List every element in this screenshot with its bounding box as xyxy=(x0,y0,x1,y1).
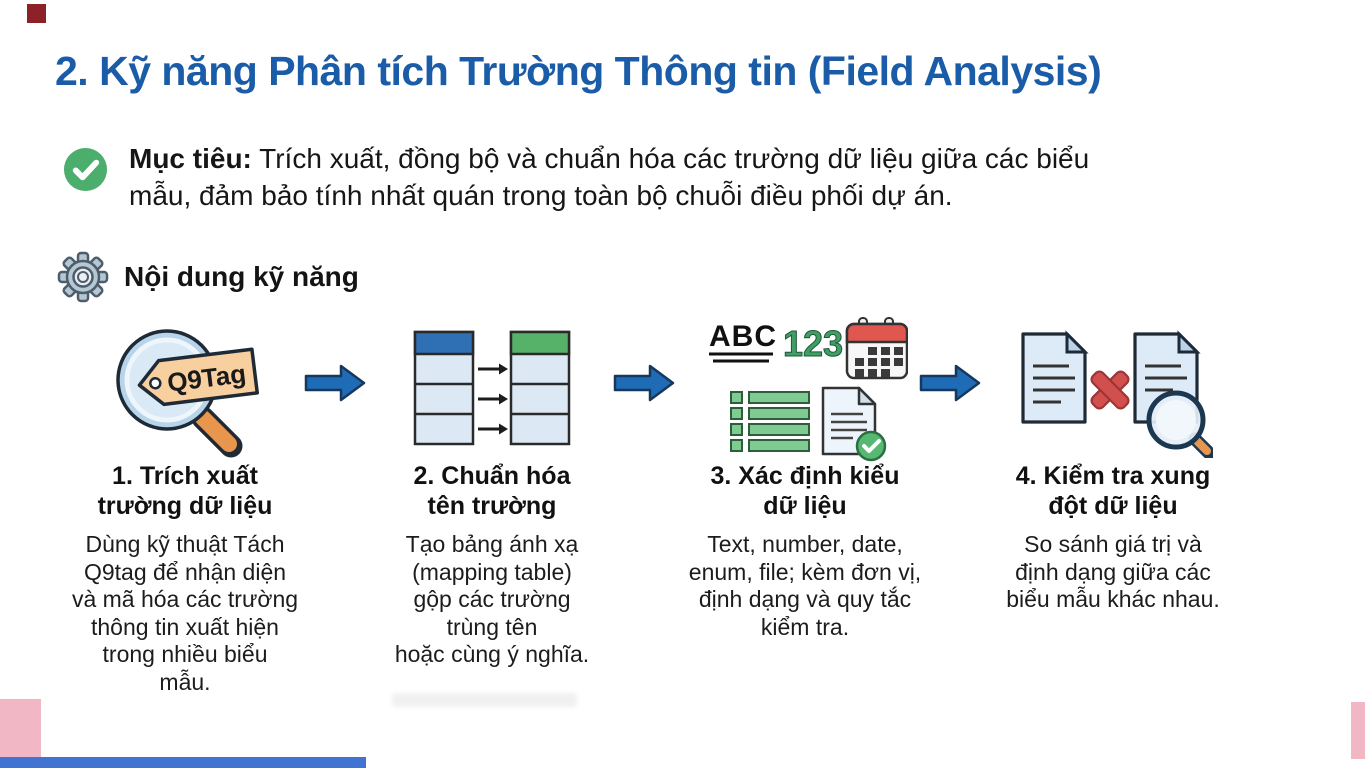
step-4 xyxy=(968,318,1258,614)
step-2-description: Tạo bảng ánh xạ (mapping table) gộp các trường trùng tên hoặc cùng ý nghĩa. xyxy=(394,531,590,668)
tag-label: Q9Tag xyxy=(165,358,248,398)
corner-mark-bottom-right xyxy=(1351,702,1365,759)
step-4-description: So sánh giá trị và định dạng giữa các biểu mẫu khác nhau. xyxy=(1006,531,1220,613)
step-1-description: Dùng kỹ thuật Tách Q9tag để nhận diện và mã hóa các trường thông tin xuất hiện trong nhiều biểu mẫu. xyxy=(71,531,299,695)
step-1-title: 1. Trích xuất trường dữ liệu xyxy=(97,462,273,520)
check-icon xyxy=(62,146,109,193)
conflict-check-icon xyxy=(968,318,1258,458)
step-3-title: 3. Xác định kiểu dữ liệu xyxy=(710,462,900,520)
data-types-icon xyxy=(662,318,948,458)
video-progress-bar xyxy=(0,757,366,768)
calendar-icon xyxy=(847,318,907,378)
watermark-smudge xyxy=(392,693,577,707)
corner-mark-top-left xyxy=(27,4,46,23)
document-left-icon xyxy=(1023,334,1085,422)
abc-label: ABC xyxy=(708,320,777,353)
table-mapping-icon xyxy=(352,318,632,458)
corner-mark-bottom-left xyxy=(0,699,41,761)
section-heading: Nội dung kỹ năng xyxy=(124,261,359,292)
objective-text xyxy=(129,140,1134,214)
slide-title: 2. Kỹ năng Phân tích Trường Thông tin (Field Analysis) xyxy=(55,48,1102,94)
step-1 xyxy=(35,318,335,697)
objective-body: Trích xuất, đồng bộ và chuẩn hóa các trường dữ liệu giữa các biểu mẫu, đảm bảo tính nhất quán trong toàn bộ chuỗi điều phối dự án. xyxy=(129,143,1090,212)
step-3-description: Text, number, date, enum, file; kèm đơn vị, định dạng và quy tắc kiểm tra. xyxy=(688,531,922,640)
tag-magnifier-icon xyxy=(35,318,335,458)
file-check-icon xyxy=(823,388,885,460)
conflict-x-icon xyxy=(1089,369,1130,410)
step-4-title: 4. Kiểm tra xung đột dữ liệu xyxy=(1015,462,1211,520)
magnifier-icon xyxy=(1149,393,1209,453)
step-3 xyxy=(662,318,948,641)
objective-label: Mục tiêu: xyxy=(129,143,252,174)
number-label: 123 xyxy=(782,323,843,364)
step-2 xyxy=(352,318,632,669)
enum-list-icon xyxy=(731,392,809,451)
gear-icon xyxy=(56,250,110,304)
step-2-title: 2. Chuẩn hóa tên trường xyxy=(413,462,571,520)
